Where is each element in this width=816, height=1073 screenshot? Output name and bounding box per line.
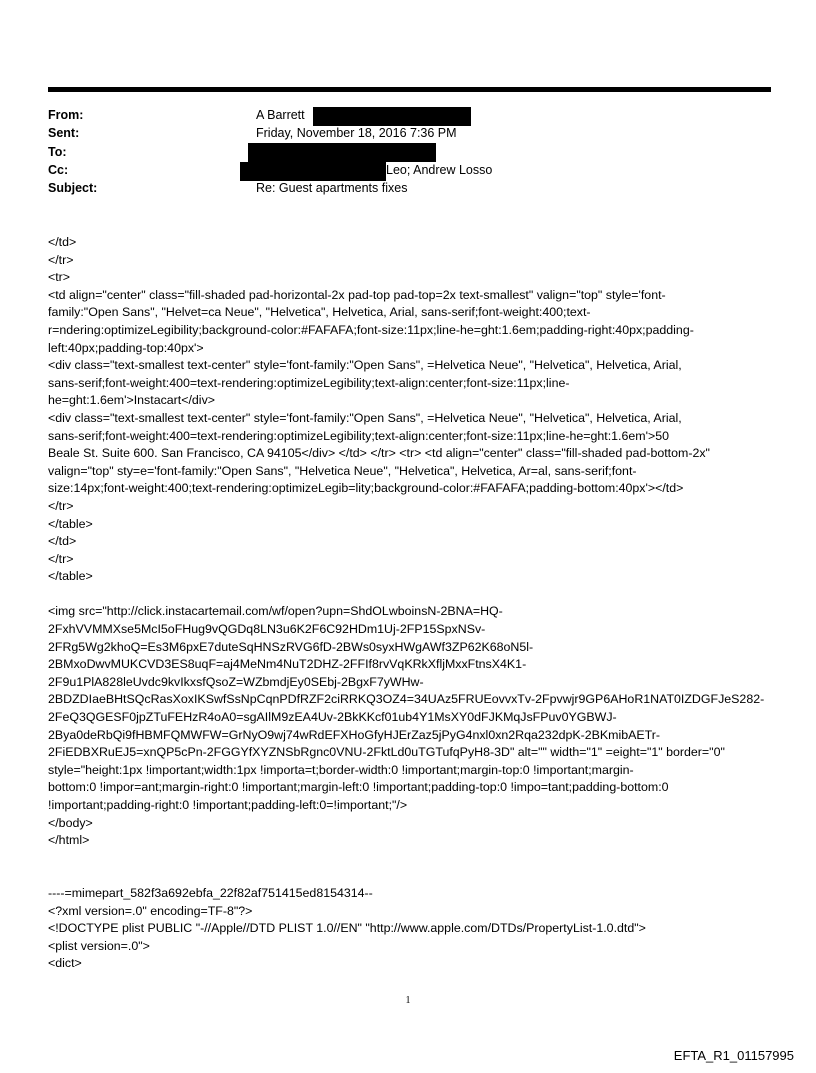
body-line: 2F9u1PlA828leUvdc9kvIkxsfQsoZ=WZbmdjEy0SEbj-2BgxF7yWHw- — [48, 674, 424, 689]
body-line: Beale St. Suite 600. San Francisco, CA 94105</div> </td> </tr> <tr> <td align="center" class="fill-shaded pad-bottom-2x" — [48, 446, 710, 461]
body-line: valign="top" sty=e='font-family:"Open Sans", "Helvetica Neue", "Helvetica", Helvetica, Ar=al, sans-serif;font- — [48, 463, 637, 478]
body-line: ----=mimepart_582f3a692ebfa_22f82af751415ed8154314-- — [48, 885, 373, 900]
body-line: </tr> — [48, 252, 74, 267]
bates-number: EFTA_R1_01157995 — [673, 1048, 794, 1063]
body-line: 2FiEDBXRuEJ5=xnQP5cPn-2FGGYfXYZNSbRgnc0VNU-2FktLd0uTGTufqPyH8-3D" alt="" width="1" =eight="1" border="0" — [48, 745, 725, 760]
redaction-cc — [240, 162, 386, 181]
from-label: From: — [48, 108, 84, 122]
body-line: <?xml version=.0" encoding=TF-8"?> — [48, 903, 253, 918]
body-line: <!DOCTYPE plist PUBLIC "-//Apple//DTD PLIST 1.0//EN" "http://www.apple.com/DTDs/PropertyList-1.0.dtd"> — [48, 921, 646, 936]
body-line: 2BMxoDwvMUKCVD3ES8uqF=aj4MeNm4NuT2DHZ-2FFIf8rvVqKRkXfljMxxFtnsX4K1- — [48, 657, 527, 672]
body-line: </td> — [48, 534, 77, 549]
body-line: <tr> — [48, 270, 71, 285]
body-line: sans-serif;font-weight:400=text-rendering:optimizeLegibility;text-align:center;font-size:11px;line- — [48, 375, 570, 390]
body-line: </tr> — [48, 498, 74, 513]
body-line: size:14px;font-weight:400;text-rendering:optimizeLegib=lity;background-color:#FAFAFA;padding-bottom:40px'></td> — [48, 481, 684, 496]
body-line: r=ndering:optimizeLegibility;background-color:#FAFAFA;font-size:11px;line-he=ght:1.6em;padding-right:40px;padding- — [48, 322, 694, 337]
body-line: <img src="http://click.instacartemail.com/wf/open?upn=ShdOLwboinsN-2BNA=HQ- — [48, 604, 503, 619]
from-value: A Barrett — [256, 108, 305, 122]
to-label: To: — [48, 145, 67, 159]
page-number: 1 — [405, 995, 411, 1006]
sent-label: Sent: — [48, 126, 80, 140]
body-line: he=ght:1.6em'>Instacart</div> — [48, 393, 215, 408]
body-line: </html> — [48, 833, 90, 848]
email-body — [48, 234, 772, 973]
body-line — [48, 850, 772, 868]
cc-value: Leo; Andrew Losso — [386, 163, 493, 177]
body-line: 2FRg5Wg2khoQ=Es3M6pxE7duteSqHNSzRVG6fD-2BWs0syxHWgAWf3ZP62K68oN5l- — [48, 639, 534, 654]
body-line: 2Bya0deRbQi9fHBMFQMWFW=GrNyO9wj74wRdEFXHoGfyHJErZaz5jPyG4nxl0xn2Rqa232dpK-2BKmibAETr- — [48, 727, 661, 742]
body-line: style="height:1px !important;width:1px !importa=t;border-width:0 !important;margin-top:0 !important;margin- — [48, 762, 634, 777]
body-line: <dict> — [48, 956, 82, 971]
redaction-from — [313, 107, 471, 126]
body-line: bottom:0 !impor=ant;margin-right:0 !important;margin-left:0 !important;padding-top:0 !impo=tant;padding-bottom:0 — [48, 780, 669, 795]
body-line: <plist version=.0"> — [48, 938, 150, 953]
body-line: !important;padding-right:0 !important;padding-left:0=!important;"/> — [48, 798, 408, 812]
body-line: </td> — [48, 235, 77, 249]
body-line: <div class="text-smallest text-center" style='font-family:"Open Sans", =Helvetica Neue", "Helvetica", Helvetica, Arial, — [48, 410, 682, 425]
body-line: 2FeQ3QGESF0jpZTuFEHzR4oA0=sgAIlM9zEA4Uv-2BkKKcf01ub4Y1MsXY0dFJKMqJsFPuv0YGBWJ- — [48, 710, 617, 725]
body-line: left:40px;padding-top:40px'> — [48, 340, 204, 355]
top-rule — [48, 87, 771, 92]
body-line: </tr> — [48, 551, 74, 566]
cc-label: Cc: — [48, 163, 69, 177]
body-line: 2BDZDIaeBHtSQcRasXoxIKSwfSsNpCqnPDfRZF2ciRRKQ3OZ4=34UAz5FRUEovvxTv-2Fpvwjr9GP6AHoR1NAT0IZDGFJeS282- — [48, 692, 765, 707]
body-line: </table> — [48, 516, 93, 531]
body-line: </table> — [48, 569, 93, 584]
subject-label: Subject: — [48, 181, 98, 195]
body-line: </body> — [48, 815, 93, 830]
body-line: <td align="center" class="fill-shaded pad-horizontal-2x pad-top pad-top=2x text-smallest" valign="top" style='font- — [48, 287, 666, 302]
body-line: <div class="text-smallest text-center" style='font-family:"Open Sans", =Helvetica Neue", "Helvetica", Helvetica, Arial, — [48, 358, 682, 373]
body-line: 2FxhVVMMXse5McI5oFHug9vQGDq8LN3u6K2F6C92HDm1Uj-2FP15SpxNSv- — [48, 622, 486, 637]
body-line — [48, 586, 772, 604]
redaction-to — [248, 143, 436, 162]
subject-value: Re: Guest apartments fixes — [256, 181, 408, 195]
body-line: family:"Open Sans", "Helvet=ca Neue", "Helvetica", Helvetica, Arial, sans-serif;font-weight:400;text- — [48, 305, 591, 320]
body-line: sans-serif;font-weight:400=text-rendering:optimizeLegibility;text-align:center;font-size:11px;line-he=ght:1.6em'>50 — [48, 428, 669, 443]
sent-value: Friday, November 18, 2016 7:36 PM — [256, 126, 457, 140]
body-line — [48, 867, 772, 885]
